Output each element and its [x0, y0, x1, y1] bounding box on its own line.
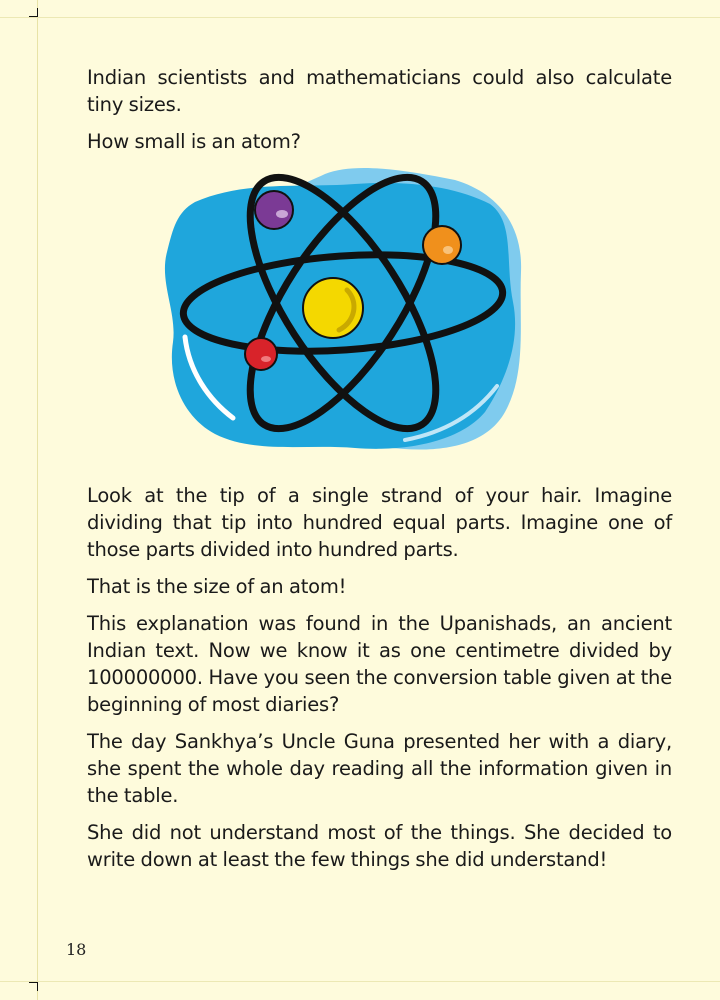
paragraph-question: How small is an atom?	[87, 130, 301, 153]
paragraph: The day Sankhya’s Uncle Guna presented her with a diary, she spent the whole day reading all the information given in the table.	[87, 730, 672, 807]
paragraph: This explanation was found in the Upanishads, an ancient Indian text. Now we know it as one centimetre divided by 100000000. Have you seen the conversion table given at the beginning of most diaries?	[87, 612, 672, 716]
electron-shine	[261, 356, 271, 362]
atom-icon	[155, 162, 527, 458]
crop-mark-top-left	[29, 8, 38, 17]
electron-red	[245, 338, 277, 370]
paragraph: She did not understand most of the things. She decided to write down at least the few things she did understand!	[87, 821, 672, 871]
page-top-line	[0, 17, 720, 18]
crop-mark-bottom-left	[29, 982, 38, 991]
electron-purple	[255, 191, 293, 229]
electron-shine	[443, 246, 453, 254]
electron-orange	[423, 226, 461, 264]
text-block-bottom	[87, 482, 672, 873]
page-number: 18	[66, 940, 87, 959]
page-margin-line	[37, 0, 38, 1000]
electron-shine	[276, 210, 288, 218]
paragraph: Indian scientists and mathematicians could also calculate tiny sizes.	[87, 66, 672, 116]
paragraph: That is the size of an atom!	[87, 575, 347, 598]
paragraph: Look at the tip of a single strand of your hair. Imagine dividing that tip into hundred equal parts. Imagine one of those parts divided into hundred parts.	[87, 484, 672, 561]
page-bottom-line	[0, 981, 720, 982]
text-block-top	[87, 64, 672, 155]
